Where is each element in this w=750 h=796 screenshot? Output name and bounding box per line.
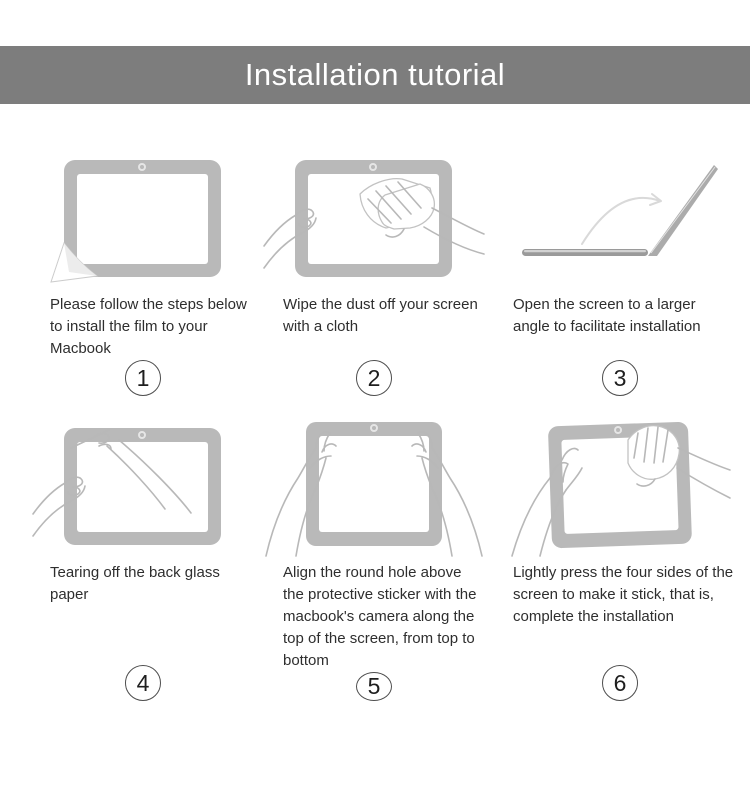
step-5-illustration	[258, 416, 490, 556]
step-4	[28, 402, 258, 707]
step-1	[28, 104, 258, 402]
step-4-number-badge: 4	[125, 665, 161, 701]
step-2-description: Wipe the dust off your screen with a cloth	[283, 296, 478, 335]
step-6-number-badge: 6	[602, 665, 638, 701]
step-1-number-badge: 1	[125, 360, 161, 396]
step-2	[258, 104, 490, 402]
step-6	[490, 402, 750, 707]
step-5	[258, 402, 490, 707]
page-title: Installation tutorial	[244, 57, 506, 92]
screen-film-peeled-icon	[33, 148, 253, 288]
press-screen-sides-icon	[510, 416, 730, 556]
step-3-illustration	[490, 148, 750, 288]
tear-back-paper-icon	[33, 416, 253, 556]
step-2-number-badge: 2	[356, 360, 392, 396]
laptop-open-angle-icon	[510, 148, 730, 288]
steps-grid	[0, 104, 750, 707]
step-1-description: Please follow the steps below to install the film to your Macbook	[50, 296, 247, 357]
step-3-description: Open the screen to a larger angle to facilitate installation	[513, 296, 701, 335]
step-4-description: Tearing off the back glass paper	[50, 564, 220, 603]
step-5-description: Align the round hole above the protective sticker with the macbook's camera along the top of the screen, from top to bottom	[283, 564, 477, 669]
step-3-number-badge: 3	[602, 360, 638, 396]
step-6-illustration	[490, 416, 750, 556]
wipe-screen-with-cloth-icon	[264, 148, 484, 288]
step-3	[490, 104, 750, 402]
step-2-illustration	[258, 148, 490, 288]
step-1-illustration	[28, 148, 258, 288]
step-6-description: Lightly press the four sides of the screen to make it stick, that is, complete the installation	[513, 564, 734, 625]
step-5-number-badge: 5	[356, 672, 392, 701]
tutorial-header	[0, 46, 750, 104]
align-film-two-hands-icon	[264, 416, 484, 556]
step-4-illustration	[28, 416, 258, 556]
